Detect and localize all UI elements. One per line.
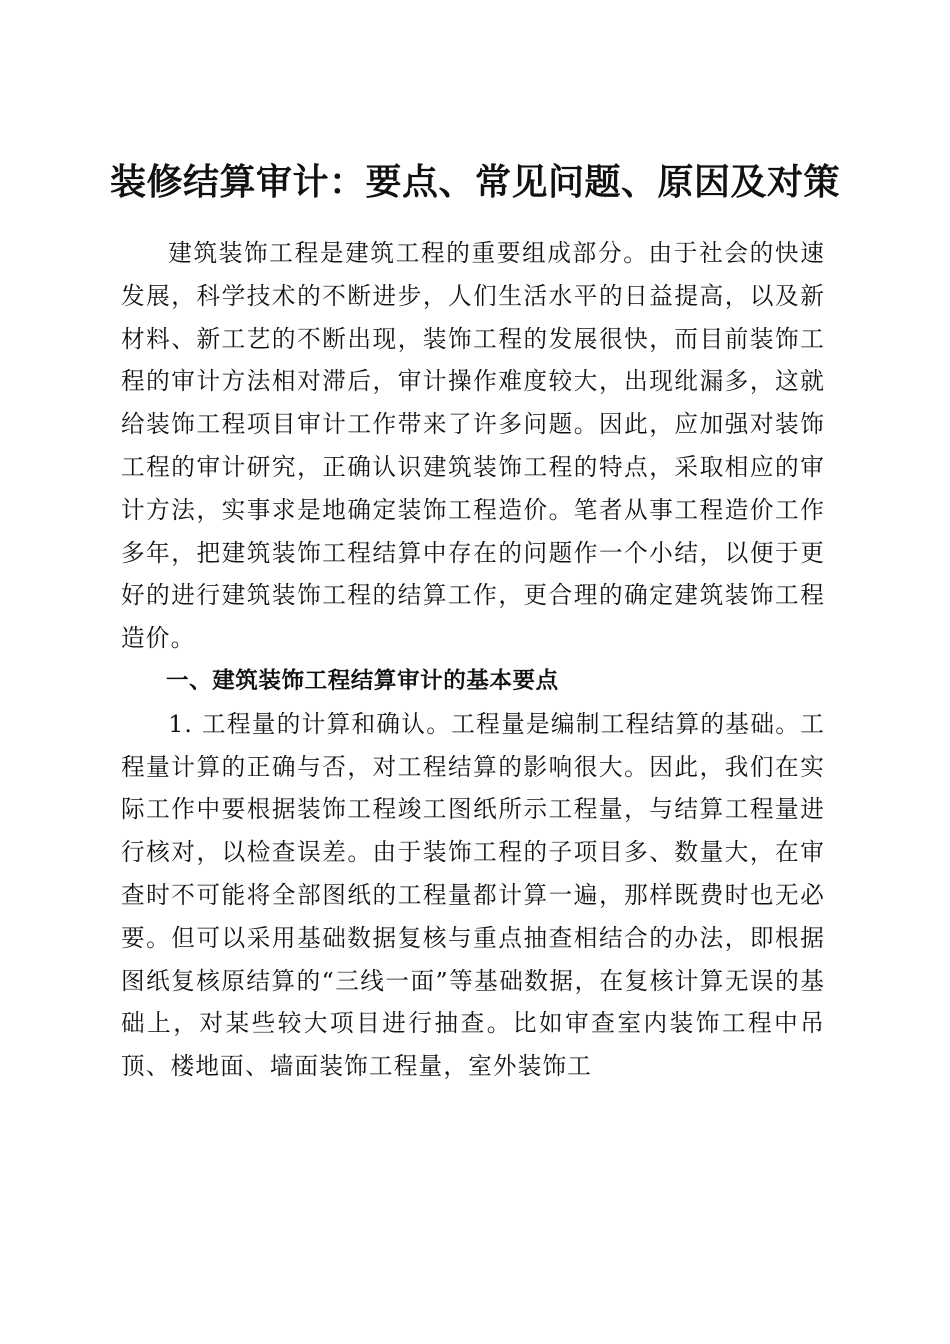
intro-paragraph: 建筑装饰工程是建筑工程的重要组成部分。由于社会的快速发展，科学技术的不断进步，人们生活水平的日益提高，以及新材料、新工艺的不断出现，装饰工程的发展很快，而目前装饰工程的审计方法相对滞后，审计操作难度较大，出现纰漏多，这就给装饰工程项目审计工作带来了许多问题。因此，应加强对装饰工程的审计研究，正确认识建筑装饰工程的特点，采取相应的审计方法，实事求是地确定装饰工程造价。笔者从事工程造价工作多年，把建筑装饰工程结算中存在的问题作一个小结，以便于更好的进行建筑装饰工程的结算工作，更合理的确定建筑装饰工程造价。 <box>121 239 825 653</box>
section-heading: 一、建筑装饰工程结算审计的基本要点 <box>166 667 559 694</box>
document-title: 装修结算审计：要点、常见问题、原因及对策 <box>109 161 840 204</box>
section-paragraph: 1. 工程量的计算和确认。工程量是编制工程结算的基础。工程量计算的正确与否，对工程结算的影响很大。因此，我们在实际工作中要根据装饰工程竣工图纸所示工程量，与结算工程量进行核对，以检查误差。由于装饰工程的子项目多、数量大，在审查时不可能将全部图纸的工程量都计算一遍，那样既费时也无必要。但可以采用基础数据复核与重点抽查相结合的办法，即根据图纸复核原结算的“三线一面”等基础数据，在复核计算无误的基础上，对某些较大项目进行抽查。比如审查室内装饰工程中吊顶、楼地面、墙面装饰工程量，室外装饰工 <box>121 709 825 1081</box>
document-body <box>121 232 825 1088</box>
